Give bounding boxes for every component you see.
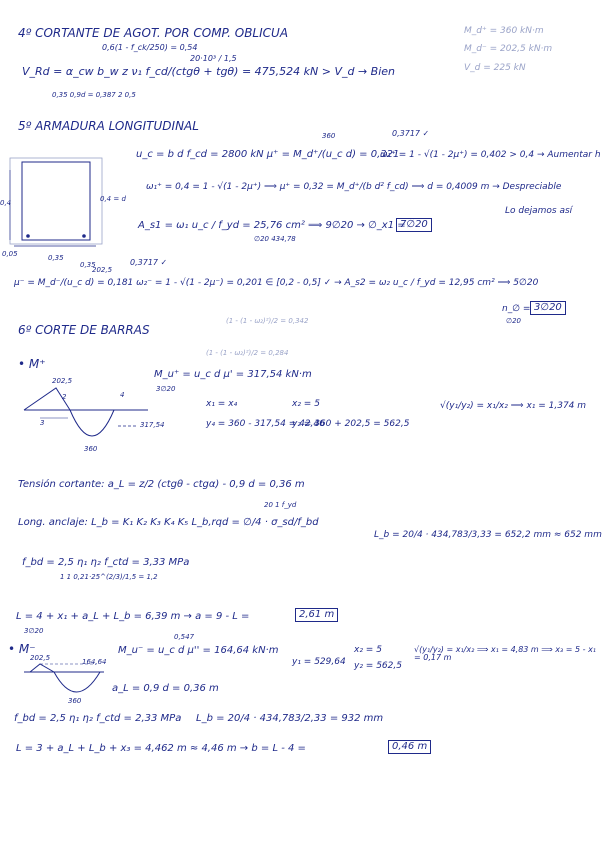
a-result-box: 2,61 m	[295, 608, 338, 622]
section-4-title: 4º CORTANTE DE AGOT. POR COMP. OBLICUA	[18, 26, 289, 40]
mu-plus-sub: 3∅20	[156, 385, 176, 393]
md-plus-note: M_d⁺ = 360 kN·m	[464, 26, 544, 36]
section-5-title: 5º ARMADURA LONGITUDINAL	[18, 119, 199, 133]
diag2-label-164: 164,64	[82, 658, 107, 666]
b-result-box: 0,46 m	[388, 740, 431, 754]
nu-note: 0,6(1 - f_ck/250) = 0,54	[102, 43, 198, 52]
lb-result: L_b = 20/4 · 434,783/3,33 = 652,2 mm ≈ 652 mm	[374, 530, 602, 540]
x1-result: √(y₁/y₂) = x₁/x₂ ⟹ x₁ = 1,374 m	[440, 401, 587, 411]
L-sub: 3∅20	[24, 627, 44, 635]
x1-result-2: √(y₁/y₂) = x₁/x₂ ⟹ x₁ = 4,83 m ⟹ x₃ = 5 - x₁ = 0,17 m	[414, 645, 597, 662]
diag-label-4: 4	[120, 391, 125, 399]
mu-minus-num: 0,547	[174, 633, 195, 641]
fbd-line: f_bd = 2,5 η₁ η₂ f_ctd = 3,33 MPa	[22, 557, 190, 568]
system2-x2: x₂ = 5	[354, 645, 382, 655]
aL-line: a_L = 0,9 d = 0,36 m	[112, 683, 219, 694]
vrd-subnote: 0,35 0,9d = 0,387 2 0,5	[52, 91, 136, 99]
section-6-title: 6º CORTE DE BARRAS	[18, 323, 150, 337]
cover-label: 0,05	[2, 250, 18, 258]
omega-mu-note-2: (1 - (1 - ω₂)²)/2 = 0,284	[206, 349, 289, 357]
n-phi-label: n_∅ =	[502, 304, 531, 314]
md-360-annot: 360	[322, 132, 336, 140]
vd-note: V_d = 225 kN	[464, 63, 526, 73]
anchorage-line: Long. anclaje: L_b = K₁ K₂ K₃ K₄ K₅ L_b,rqd = ∅/4 · σ_sd/f_bd	[18, 517, 319, 528]
as1-result-box: 7∅20	[396, 218, 432, 232]
width-label-2: 0,35	[80, 261, 96, 269]
fbd-small: 1 1 0,21·25^(2/3)/1,5 = 1,2	[60, 573, 158, 581]
shear-tension-line: Tensión cortante: a_L = z/2 (ctgθ - ctgα) - 0,9 d = 0,36 m	[18, 479, 305, 490]
omega-check: 0,3717 ✓	[392, 129, 430, 138]
moment-label: 202,5	[92, 266, 113, 274]
lb-line-2: L_b = 20/4 · 434,783/2,33 = 932 mm	[196, 713, 384, 724]
as2-result-box: 3∅20	[530, 301, 566, 315]
mu-minus-eq: M_u⁻ = u_c d μ'' = 164,64 kN·m	[118, 645, 279, 656]
diag-label-317: 317,54	[140, 421, 165, 429]
fcd-annotation: 20·10³ / 1,5	[190, 54, 237, 63]
system-x2: x₂ = 5	[292, 399, 320, 409]
omega-line: ω₁⁺ = 1 - √(1 - 2μ⁺) = 0,402 > 0,4 → Aumentar h	[380, 150, 601, 160]
mu-minus-line: μ⁻ = M_d⁻/(u_c d) = 0,181 ω₂⁻ = 1 - √(1 - 2μ⁻) = 0,201 ∈ [0,2 - 0,5] ✓ → A_s2 = ω₂ u_c / f_yd = 12,95 cm² ⟹ 5∅20	[14, 278, 539, 288]
diag-label-360: 360	[84, 445, 98, 453]
as1-small: ∅20 434,78	[254, 235, 296, 243]
system-y4: y₄ = 360 - 317,54 = 42,46	[206, 419, 325, 429]
uc-mu-line: u_c = b d f_cd = 2800 kN μ⁺ = M_d⁺/(u_c d) = 0,321	[136, 149, 400, 160]
vrd-formula: V_Rd = α_cw b_w z ν₁ f_cd/(ctgθ + tgθ) = 475,524 kN > V_d → Bien	[22, 65, 396, 78]
diag2-label-202: 202,5	[30, 654, 51, 662]
section-height-label: 0,4	[0, 199, 12, 207]
diag-label-2: 2	[62, 393, 67, 401]
d-recalc-line: ω₁⁺ = 0,4 = 1 - √(1 - 2μ⁺) ⟹ μ⁺ = 0,32 = M_d⁺/(b d² f_cd) ⟹ d = 0,4009 m → Despreciable	[146, 182, 562, 192]
keep-note: Lo dejamos así	[505, 206, 573, 216]
as2-small: ∅20	[506, 317, 522, 325]
system2-y2: y₂ = 562,5	[354, 661, 402, 671]
fbd-line-2: f_bd = 2,5 η₁ η₂ f_ctd = 2,33 MPa	[14, 713, 182, 724]
system-y2: y₂ = 360 + 202,5 = 562,5	[292, 419, 410, 429]
effective-depth-label: 0,4 = d	[100, 195, 126, 203]
mu-plus-eq: M_u⁺ = u_c d μ' = 317,54 kN·m	[154, 369, 312, 380]
m-plus-label: • M⁺	[18, 357, 46, 371]
anchorage-small: 20 1 f_yd	[264, 501, 297, 509]
L2-line: L = 3 + a_L + L_b + x₃ = 4,462 m ≈ 4,46 m → b = L - 4 =	[16, 743, 306, 754]
omega-mu-note-1: (1 - (1 - ω₂)²)/2 = 0,342	[226, 317, 309, 325]
width-label: 0,35	[48, 254, 64, 262]
diag2-label-360: 360	[68, 697, 82, 705]
system-y1: y₁ = 529,64	[292, 657, 346, 667]
md-minus-note: M_d⁻ = 202,5 kN·m	[464, 44, 553, 54]
diag-label-202: 202,5	[52, 377, 73, 385]
L-line: L = 4 + x₁ + a_L + L_b = 6,39 m → a = 9 - L =	[16, 611, 250, 622]
omega2-check: 0,3717 ✓	[130, 258, 168, 267]
as1-line: A_s1 = ω₁ u_c / f_yd = 25,76 cm² ⟹ 9∅20 → ∅_x1 =	[138, 220, 406, 231]
system-x1: x₁ = x₄	[206, 399, 238, 409]
m-minus-label: • M⁻	[8, 642, 36, 656]
diag-label-3: 3	[40, 419, 45, 427]
